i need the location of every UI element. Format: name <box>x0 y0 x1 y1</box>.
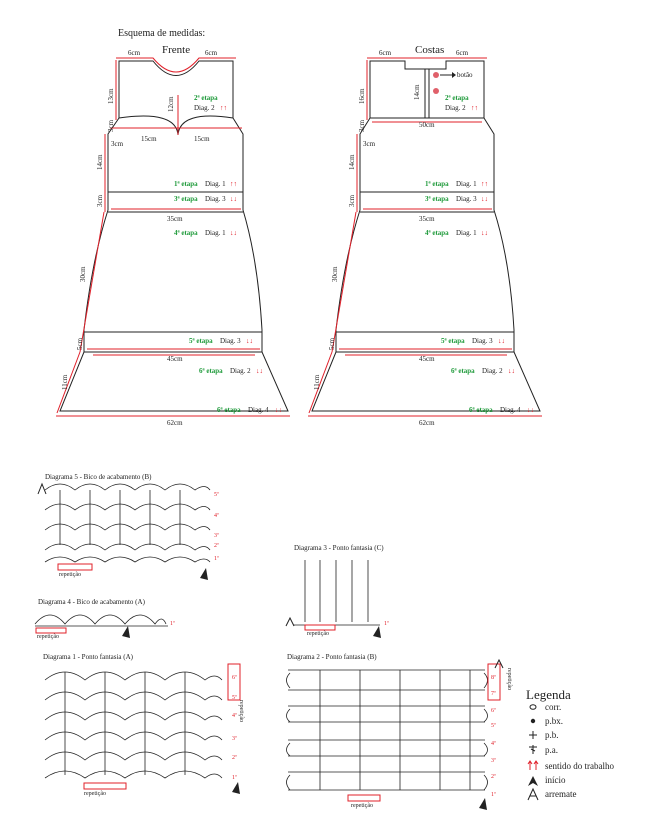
arrow-icon <box>452 72 456 78</box>
front-label: Frente <box>162 44 191 56</box>
diagram-ref: Diag. 2 <box>194 104 215 112</box>
measure-label: 35cm <box>167 215 183 223</box>
stage-label: 6ª etapa <box>469 406 493 414</box>
legend-item-label: p.b. <box>545 730 559 740</box>
legend-icons <box>528 705 538 800</box>
direction-down: ↓↓ <box>230 229 237 237</box>
measure-label: 13cm <box>107 88 115 104</box>
button-label: botão <box>457 71 473 79</box>
button-dot <box>433 88 439 94</box>
repeat-bracket <box>36 628 66 633</box>
measure-label: 30cm <box>331 266 339 282</box>
row-label: 1ª <box>170 621 175 627</box>
stage-label: 1ª etapa <box>174 180 198 188</box>
measure-label: 30cm <box>79 266 87 282</box>
measure-label: 35cm <box>419 215 435 223</box>
direction-down: ↓↓ <box>275 406 282 414</box>
stage-label: 3ª etapa <box>174 195 198 203</box>
measure-label: 3cm <box>358 119 366 132</box>
measure-label: 3cm <box>96 194 104 207</box>
stage-label: 2ª etapa <box>194 94 218 102</box>
repeat-bracket <box>58 564 92 570</box>
repeat-bracket <box>305 625 335 630</box>
measure-label: 14cm <box>413 84 421 100</box>
diagram-ref: Diag. 3 <box>472 337 493 345</box>
stage-label: 6ª etapa <box>451 367 475 375</box>
diagram-ref: Diag. 1 <box>205 229 226 237</box>
diagram-ref: Diag. 1 <box>205 180 226 188</box>
direction-down: ↓↓ <box>527 406 534 414</box>
stage-label: 1ª etapa <box>425 180 449 188</box>
row-label: 3ª <box>232 736 237 742</box>
row-label: 8ª <box>491 675 496 681</box>
row-label: 3ª <box>214 533 219 539</box>
stage-label: 3ª etapa <box>425 195 449 203</box>
row-label: 2ª <box>232 755 237 761</box>
row-label: 1ª <box>384 621 389 627</box>
diagram-1-chart <box>45 672 222 778</box>
diagram-ref: Diag. 4 <box>500 406 521 414</box>
row-label: 2ª <box>214 543 219 549</box>
row-label: 6ª <box>491 708 496 714</box>
direction-up: ↑↑ <box>471 104 478 112</box>
measure-label: 15cm <box>141 135 157 143</box>
diagram-ref: Diag. 2 <box>482 367 503 375</box>
row-label: 4ª <box>491 741 496 747</box>
direction-down: ↓↓ <box>498 337 505 345</box>
repeat-label: repetição <box>351 803 373 809</box>
start-icon <box>528 776 538 786</box>
chain-icon <box>530 705 536 710</box>
diagram-ref: Diag. 3 <box>220 337 241 345</box>
slip-stitch-icon <box>531 719 535 723</box>
legend-item-label: p.a. <box>545 745 558 755</box>
measure-label: 15cm <box>194 135 210 143</box>
direction-up: ↑↑ <box>230 180 237 188</box>
diagram-title: Diagrama 1 - Ponto fantasia (A) <box>43 653 133 661</box>
measure-label: 5cm <box>76 337 84 350</box>
measure-label: 5cm <box>328 337 336 350</box>
row-label: 1ª <box>232 775 237 781</box>
row-label: 2ª <box>491 774 496 780</box>
legend-item-label: corr. <box>545 702 562 712</box>
measure-label: 45cm <box>167 355 183 363</box>
measure-label: 50cm <box>419 121 435 129</box>
start-icon <box>122 626 130 638</box>
measure-label: 3cm <box>111 140 124 148</box>
diagram-ref: Diag. 1 <box>456 229 477 237</box>
diagram-ref: Diag. 2 <box>230 367 251 375</box>
back-label: Costas <box>415 44 445 56</box>
repeat-bracket <box>84 783 126 789</box>
diagram-5-chart <box>45 484 210 562</box>
row-label: 4ª <box>214 513 219 519</box>
measure-label: 16cm <box>358 88 366 104</box>
diagram-title: Diagrama 5 - Bico de acabamento (B) <box>45 473 152 481</box>
measure-label: 14cm <box>96 154 104 170</box>
stage-label: 4ª etapa <box>425 229 449 237</box>
repeat-label: repetição <box>84 791 106 797</box>
row-label: 6ª <box>232 675 237 681</box>
measure-label: 12cm <box>167 96 175 112</box>
legend-item-label: sentido do trabalho <box>545 761 614 771</box>
diagram-title: Diagrama 2 - Ponto fantasia (B) <box>287 653 377 661</box>
measure-label: 62cm <box>419 419 435 427</box>
legend-item-label: início <box>545 775 566 785</box>
finish-icon <box>528 789 538 800</box>
stage-label: 4ª etapa <box>174 229 198 237</box>
legend-item-label: p.bx. <box>545 716 563 726</box>
finish-icon <box>38 484 46 494</box>
legend-item-label: arremate <box>545 789 577 799</box>
stage-label: 5ª etapa <box>189 337 213 345</box>
start-icon <box>479 798 487 810</box>
legend-title: Legenda <box>526 687 571 702</box>
direction-down: ↓↓ <box>481 195 488 203</box>
diagram-title: Diagrama 4 - Bico de acabamento (A) <box>38 598 145 606</box>
row-label: 7ª <box>491 691 496 697</box>
measure-label: 3cm <box>363 140 376 148</box>
row-label: 5ª <box>491 723 496 729</box>
measure-label: 6cm <box>379 49 392 57</box>
measure-label: 3cm <box>348 194 356 207</box>
diagram-ref: Diag. 4 <box>248 406 269 414</box>
repeat-label: repetição <box>37 634 59 640</box>
direction-up: ↑↑ <box>220 104 227 112</box>
double-crochet-icon <box>529 745 537 754</box>
measure-label: 6cm <box>456 49 469 57</box>
row-label: 1ª <box>214 556 219 562</box>
direction-down: ↓↓ <box>230 195 237 203</box>
finish-icon <box>286 618 294 626</box>
repeat-label: repetição <box>238 700 244 722</box>
diagram-ref: Diag. 1 <box>456 180 477 188</box>
repeat-bracket <box>348 795 380 801</box>
row-label: 4ª <box>232 713 237 719</box>
start-icon <box>232 782 240 794</box>
measure-label: 45cm <box>419 355 435 363</box>
diagram-4-chart <box>35 615 168 626</box>
diagram-2-chart <box>287 670 488 790</box>
repeat-label: repetição <box>307 631 329 637</box>
direction-down: ↓↓ <box>256 367 263 375</box>
measure-label: 6cm <box>128 49 141 57</box>
diagram-ref: Diag. 3 <box>205 195 226 203</box>
row-label: 1ª <box>491 792 496 798</box>
button-dot <box>433 72 439 78</box>
diagram-ref: Diag. 2 <box>445 104 466 112</box>
direction-down: ↓↓ <box>508 367 515 375</box>
direction-arrows-icon <box>528 761 538 770</box>
measure-label: 11cm <box>61 374 69 390</box>
stage-label: 2ª etapa <box>445 94 469 102</box>
repeat-label: repetição <box>59 572 81 578</box>
measure-label: 14cm <box>348 154 356 170</box>
diagram-ref: Diag. 3 <box>456 195 477 203</box>
row-label: 5ª <box>232 695 237 701</box>
measure-label: 11cm <box>313 374 321 390</box>
direction-down: ↓↓ <box>481 229 488 237</box>
diagram-3-chart <box>293 560 380 625</box>
stage-label: 6ª etapa <box>217 406 241 414</box>
repeat-label: repetição <box>506 668 512 690</box>
stage-label: 5ª etapa <box>441 337 465 345</box>
start-icon <box>373 626 381 638</box>
diagram-title: Diagrama 3 - Ponto fantasia (C) <box>294 544 384 552</box>
direction-down: ↓↓ <box>246 337 253 345</box>
single-crochet-icon <box>529 731 537 739</box>
start-icon <box>200 568 208 580</box>
row-label: 5ª <box>214 492 219 498</box>
direction-up: ↑↑ <box>481 180 488 188</box>
measure-label: 62cm <box>167 419 183 427</box>
schematic-title: Esquema de medidas: <box>118 28 206 39</box>
measure-label: 3cm <box>107 119 115 132</box>
measure-label: 6cm <box>205 49 218 57</box>
row-label: 3ª <box>491 758 496 764</box>
stage-label: 6ª etapa <box>199 367 223 375</box>
